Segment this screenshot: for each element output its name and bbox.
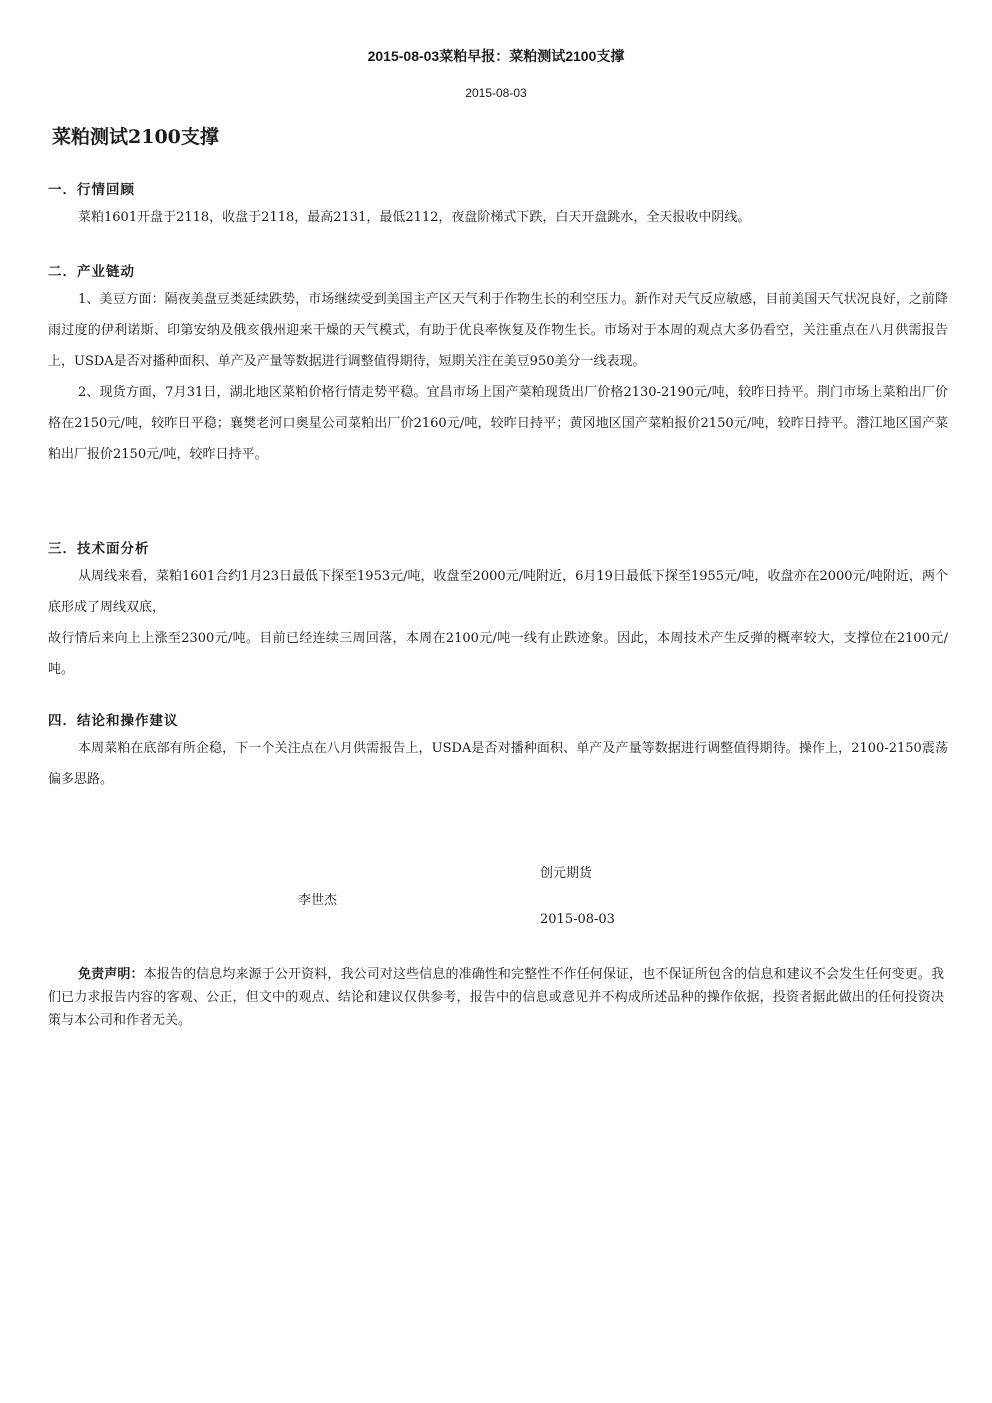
signature-company: 创元期货 <box>540 866 593 881</box>
disclaimer-label: 免责声明： <box>78 967 144 982</box>
section-market-review <box>48 178 948 233</box>
paragraph: 从周线来看，菜粕1601合约1月23日最低下探至1953元/吨，收盘至2000元/吨附近，6月19日最低下探至1955元/吨，收盘亦在2000元/吨附近，两个底形成了周线双底， <box>48 569 948 615</box>
paragraph: 菜粕1601开盘于2118，收盘于2118，最高2131，最低2112，夜盘阶梯式下跌，白天开盘跳水，全天报收中阴线。 <box>78 210 751 225</box>
section-technical-analysis <box>48 537 948 685</box>
page-date: 2015-08-03 <box>465 86 527 100</box>
paragraph: 2、现货方面，7月31日，湖北地区菜粕价格行情走势平稳。宜昌市场上国产菜粕现货出厂价格2130-2190元/吨，较昨日持平。荆门市场上菜粕出厂价格在2150元/吨，较昨日平稳；襄樊老河口奥星公司菜粕出厂价2160元/吨，较昨日持平；黄冈地区国产菜粕报价2150元/吨，较昨日持平。潜江地区国产菜粕出厂报价2150元/吨，较昨日持平。 <box>48 385 948 462</box>
signature-date: 2015-08-03 <box>540 912 615 927</box>
disclaimer <box>48 963 944 1032</box>
section-heading: 一．行情回顾 <box>48 182 135 198</box>
headline: 菜粕测试2100支撑 <box>52 126 219 148</box>
paragraph: 本周菜粕在底部有所企稳，下一个关注点在八月供需报告上，USDA是否对播种面积、单产及产量等数据进行调整值得期待。操作上，2100-2150震荡偏多思路。 <box>48 741 948 787</box>
signature-author: 李世杰 <box>298 893 338 908</box>
section-heading: 二．产业链动 <box>48 264 135 280</box>
disclaimer-text: 本报告的信息均来源于公开资料，我公司对这些信息的准确性和完整性不作任何保证，也不保证所包含的信息和建议不会发生任何变更。我们已力求报告内容的客观、公正，但文中的观点、结论和建议仅供参考，报告中的信息或意见并不构成所述品种的操作依据，投资者据此做出的任何投资决策与本公司和作者无关。 <box>48 967 944 1028</box>
section-conclusion <box>48 709 948 795</box>
paragraph: 故行情后来向上上涨至2300元/吨。目前已经连续三周回落，本周在2100元/吨一线有止跌迹象。因此，本周技术产生反弹的概率较大，支撑位在2100元/吨。 <box>48 631 948 677</box>
section-industry-chain <box>48 260 948 470</box>
section-heading: 三．技术面分析 <box>48 541 150 557</box>
section-heading: 四．结论和操作建议 <box>48 713 179 729</box>
page-title: 2015-08-03菜粕早报：菜粕测试2100支撑 <box>367 48 625 64</box>
paragraph: 1、美豆方面：隔夜美盘豆类延续跌势，市场继续受到美国主产区天气利于作物生长的利空压力。新作对天气反应敏感，目前美国天气状况良好，之前降雨过度的伊利诺斯、印第安纳及俄亥俄州迎来干燥的天气模式，有助于优良率恢复及作物生长。市场对于本周的观点大多仍看空，关注重点在八月供需报告上，USDA是否对播种面积、单产及产量等数据进行调整值得期待，短期关注在美豆950美分一线表现。 <box>48 292 948 369</box>
